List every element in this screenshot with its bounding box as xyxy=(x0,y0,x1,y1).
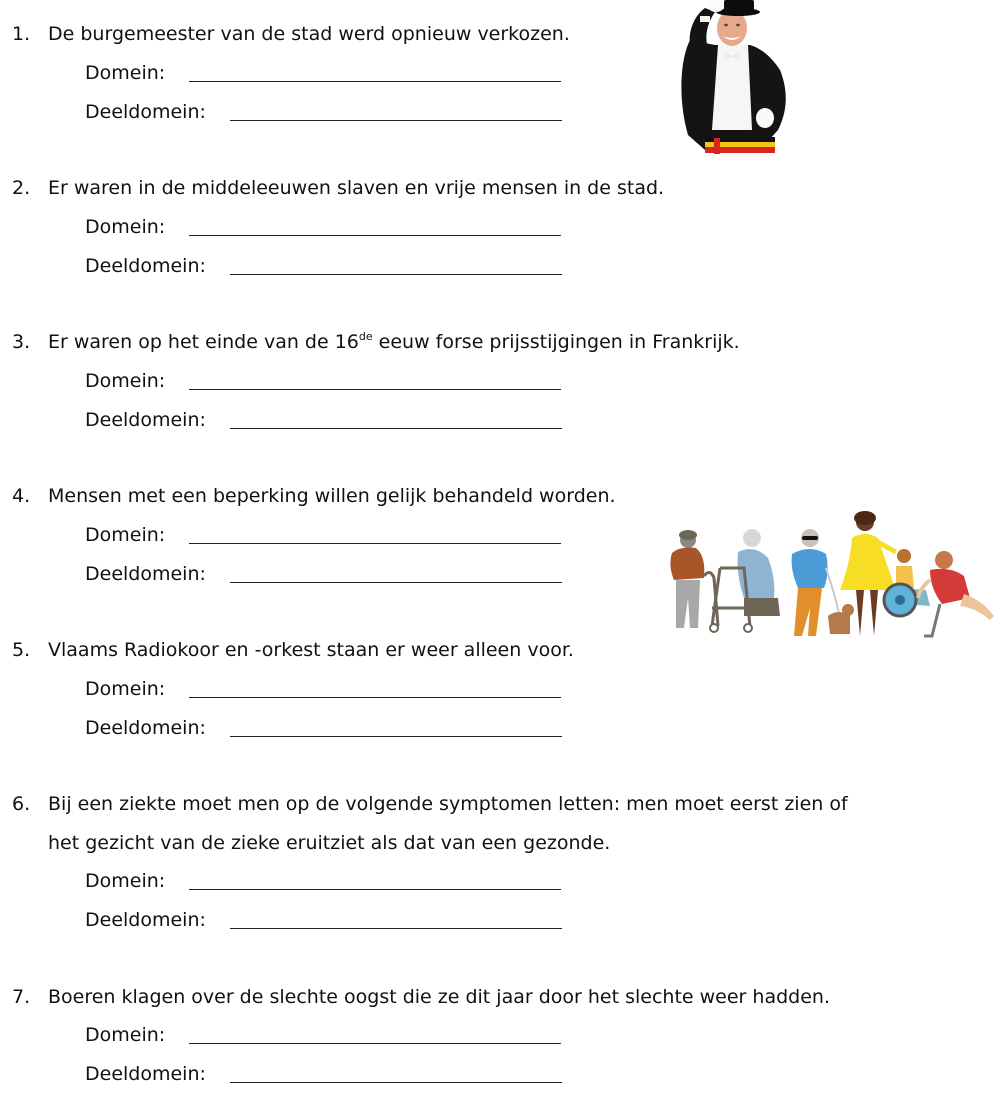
subdomain-label: Deeldomein: xyxy=(85,717,206,739)
question-text: Er waren in de middeleeuwen slaven en vrije mensen in de stad. xyxy=(48,177,665,199)
subdomain-field-4[interactable] xyxy=(85,562,206,586)
subdomain-answer-line[interactable] xyxy=(230,274,562,275)
domain-answer-line[interactable] xyxy=(189,889,561,890)
subdomain-answer-line[interactable] xyxy=(230,582,562,583)
question-text: Boeren klagen over de slechte oogst die ze dit jaar door het slechte weer hadden. xyxy=(48,986,830,1008)
question-text xyxy=(48,330,740,354)
domain-label: Domein: xyxy=(85,1024,166,1046)
domain-answer-line[interactable] xyxy=(189,1043,561,1044)
subdomain-label: Deeldomein: xyxy=(85,409,206,431)
question-number: 1. xyxy=(12,23,31,45)
domain-answer-line[interactable] xyxy=(189,543,561,544)
question-number: 2. xyxy=(12,177,31,199)
domain-label: Domein: xyxy=(85,62,166,84)
domain-answer-line[interactable] xyxy=(189,389,561,390)
domain-field-6[interactable] xyxy=(85,869,165,893)
domain-label: Domein: xyxy=(85,678,166,700)
subdomain-label: Deeldomein: xyxy=(85,101,206,123)
subdomain-label: Deeldomein: xyxy=(85,255,206,277)
ordinal-superscript: de xyxy=(358,330,373,343)
question-number: 5. xyxy=(12,639,31,661)
question-text: Mensen met een beperking willen gelijk behandeld worden. xyxy=(48,485,616,507)
subdomain-answer-line[interactable] xyxy=(230,428,562,429)
domain-answer-line[interactable] xyxy=(189,697,561,698)
domain-field-4[interactable] xyxy=(85,523,165,547)
question-number: 4. xyxy=(12,485,31,507)
domain-label: Domein: xyxy=(85,370,166,392)
question-text-part: Er waren op het einde van de 16 xyxy=(48,331,359,353)
domain-field-7[interactable] xyxy=(85,1023,165,1047)
question-text: De burgemeester van de stad werd opnieuw verkozen. xyxy=(48,23,570,45)
subdomain-answer-line[interactable] xyxy=(230,736,562,737)
subdomain-label: Deeldomein: xyxy=(85,563,206,585)
domain-field-5[interactable] xyxy=(85,677,165,701)
domain-label: Domein: xyxy=(85,524,166,546)
question-text: Bij een ziekte moet men op de volgende symptomen letten: men moet eerst zien of xyxy=(48,793,848,815)
subdomain-field-1[interactable] xyxy=(85,100,206,124)
question-number: 3. xyxy=(12,331,31,353)
domain-field-1[interactable] xyxy=(85,61,165,85)
question-text: het gezicht van de zieke eruitziet als dat van een gezonde. xyxy=(48,832,611,854)
question-number: 7. xyxy=(12,986,31,1008)
subdomain-answer-line[interactable] xyxy=(230,928,562,929)
subdomain-label: Deeldomein: xyxy=(85,1063,206,1085)
domain-label: Domein: xyxy=(85,870,166,892)
subdomain-field-6[interactable] xyxy=(85,908,206,932)
disability-illustration xyxy=(660,508,1000,643)
question-number: 6. xyxy=(12,793,31,815)
subdomain-label: Deeldomein: xyxy=(85,909,206,931)
question-text: Vlaams Radiokoor en -orkest staan er weer alleen voor. xyxy=(48,639,574,661)
question-text-part: eeuw forse prijsstijgingen in Frankrijk. xyxy=(372,331,740,353)
domain-field-3[interactable] xyxy=(85,369,165,393)
domain-field-2[interactable] xyxy=(85,215,165,239)
subdomain-field-7[interactable] xyxy=(85,1062,206,1086)
domain-label: Domein: xyxy=(85,216,166,238)
subdomain-answer-line[interactable] xyxy=(230,1082,562,1083)
domain-answer-line[interactable] xyxy=(189,235,561,236)
domain-answer-line[interactable] xyxy=(189,81,561,82)
mayor-photo xyxy=(670,0,795,156)
subdomain-field-3[interactable] xyxy=(85,408,206,432)
subdomain-field-2[interactable] xyxy=(85,254,206,278)
subdomain-answer-line[interactable] xyxy=(230,120,562,121)
subdomain-field-5[interactable] xyxy=(85,716,206,740)
